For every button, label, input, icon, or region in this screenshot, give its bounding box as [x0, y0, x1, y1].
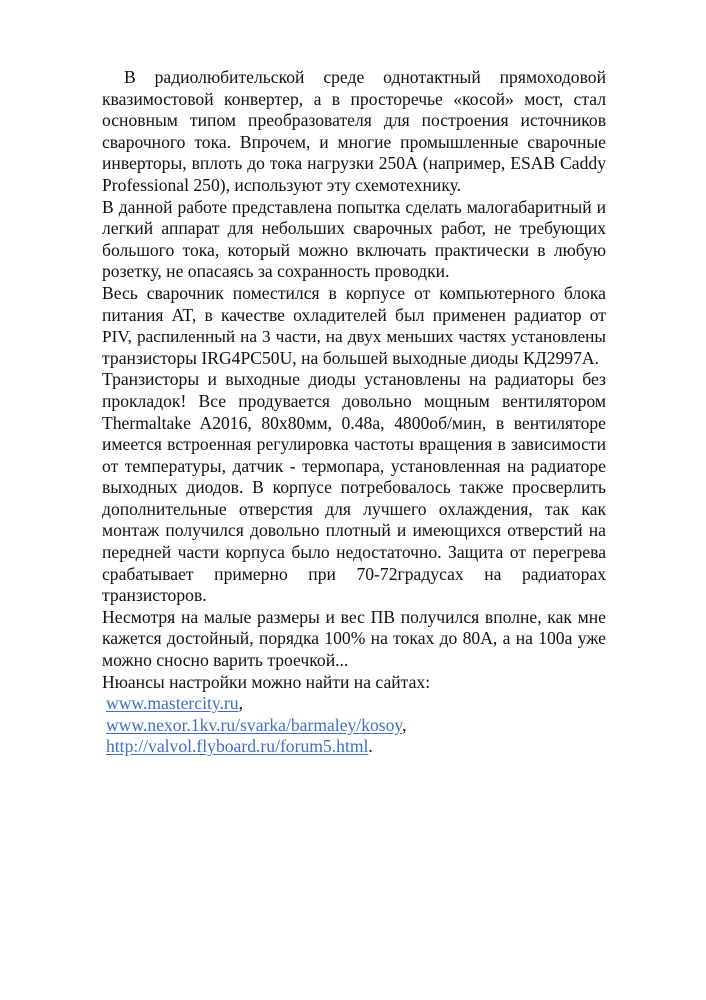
document-body	[102, 67, 606, 758]
paragraph-4-line-4: имеется встроенная регулировка частоты вращения в зависимости	[102, 434, 606, 455]
paragraph-4-line-9: передней части корпуса было недостаточно. Защита от перегрева	[102, 542, 606, 563]
paragraph-1-line-2: квазимостовой конвертер, а в просторечье «косой» мост, стал	[102, 88, 606, 109]
paragraph-1-line-1: В радиолюбительской среде однотактный прямоходовой	[124, 67, 606, 87]
link-line-3	[102, 736, 606, 758]
paragraph-3-line-1: Весь сварочник поместился в корпусе от компьютерного блока	[102, 282, 606, 303]
paragraph-4-line-8: монтаж получился довольно плотный и имеющихся отверстий на	[102, 520, 606, 541]
link-valvol[interactable]: http://valvol.flyboard.ru/forum5.html	[106, 736, 369, 757]
paragraph-6-line-1: Нюансы настройки можно найти на сайтах:	[102, 671, 431, 692]
paragraph-3-line-4: транзисторы IRG4PC50U, на большей выходные диоды КД2997А.	[102, 347, 599, 368]
paragraph-2-line-3: большого тока, который можно включать практически в любую	[102, 239, 606, 260]
paragraph-2-line-2: легкий аппарат для небольших сварочных работ, не требующих	[102, 218, 606, 239]
link-nexor[interactable]: www.nexor.1kv.ru/svarka/barmaley/kosoy	[106, 714, 403, 735]
paragraph-3-line-2: питания AT, в качестве охладителей был применен радиатор от	[102, 304, 606, 325]
paragraph-4-line-10: срабатывает примерно при 70-72градусах на радиаторах	[102, 563, 606, 584]
link-line-2	[102, 715, 606, 737]
paragraph-1-line-4: сварочного тока. Впрочем, и многие промышленные сварочные	[102, 131, 606, 152]
paragraph-4-line-11: транзисторов.	[102, 585, 207, 606]
paragraph-2-line-4: розетку, не опасаясь за сохранность проводки.	[102, 261, 450, 282]
paragraph-4-line-1: Транзисторы и выходные диоды установлены на радиаторы без	[102, 369, 606, 390]
paragraph-5-line-1: Несмотря на малые размеры и вес ПВ получился вполне, как мне	[102, 606, 606, 627]
paragraph-4-line-3: Thermaltake A2016, 80х80мм, 0.48а, 4800об/мин, в вентиляторе	[102, 412, 606, 433]
paragraph-4-line-6: выходных диодов. В корпусе потребовалось также просверлить	[102, 477, 606, 498]
paragraph-1-line-6: Professional 250), используют эту схемотехнику.	[102, 174, 462, 195]
link-mastercity[interactable]: www.mastercity.ru	[106, 693, 239, 714]
link-2-punctuation: ,	[402, 714, 407, 735]
paragraph-4-line-2: прокладок! Все продувается довольно мощным вентилятором	[102, 390, 606, 411]
paragraph-1-line-3: основным типом преобразователя для построения источников	[102, 110, 606, 131]
link-line-1	[102, 693, 606, 715]
link-1-punctuation: ,	[238, 693, 243, 714]
link-3-punctuation: .	[368, 736, 373, 757]
paragraph-5-line-3: можно сносно варить троечкой...	[102, 650, 349, 671]
paragraph-3-line-3: PIV, распиленный на 3 части, на двух меньших частях установлены	[102, 327, 606, 347]
paragraph-4-line-5: от температуры, датчик - термопара, установленная на радиаторе	[102, 455, 606, 476]
paragraph-2-line-1: В данной работе представлена попытка сделать малогабаритный и	[102, 196, 606, 217]
paragraph-4-line-7: дополнительные отверстия для лучшего охлаждения, так как	[102, 498, 606, 519]
paragraph-1-line-5: инверторы, вплоть до тока нагрузки 250А (например, ESAB Caddy	[102, 153, 606, 174]
paragraph-5-line-2: кажется достойный, порядка 100% на токах до 80А, а на 100а уже	[102, 628, 606, 649]
